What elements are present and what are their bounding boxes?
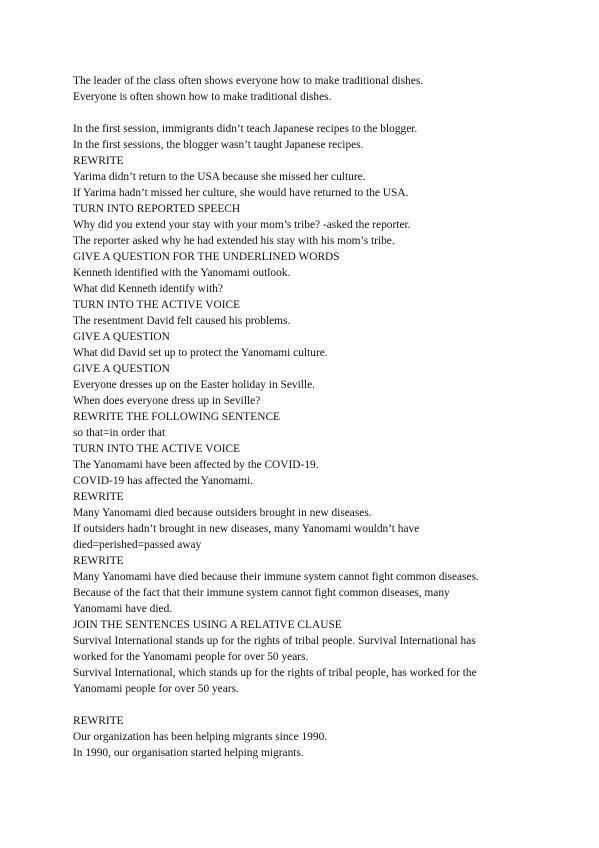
section-heading: GIVE A QUESTION FOR THE UNDERLINED WORDS bbox=[73, 251, 340, 263]
text-line: Yanomami people for over 50 years. bbox=[73, 683, 239, 695]
section-heading: GIVE A QUESTION bbox=[73, 331, 170, 343]
text-line: Everyone dresses up on the Easter holiday in Seville. bbox=[73, 379, 315, 391]
text-line: died=perished=passed away bbox=[73, 539, 202, 551]
text-line: If Yarima hadn’t missed her culture, she would have returned to the USA. bbox=[73, 187, 409, 199]
section-heading: GIVE A QUESTION bbox=[73, 363, 170, 375]
text-line: Survival International stands up for the rights of tribal people. Survival International has bbox=[73, 635, 476, 647]
text-line: What did David set up to protect the Yanomami culture. bbox=[73, 347, 328, 359]
section-heading: REWRITE THE FOLLOWING SENTENCE bbox=[73, 411, 281, 423]
section-heading: REWRITE bbox=[73, 715, 124, 727]
text-line: The leader of the class often shows everyone how to make traditional dishes. bbox=[73, 75, 424, 87]
text-line: In the first session, immigrants didn’t teach Japanese recipes to the blogger. bbox=[73, 123, 418, 135]
text-line: Everyone is often shown how to make traditional dishes. bbox=[73, 91, 332, 103]
text-line: What did Kenneth identify with? bbox=[73, 283, 223, 295]
text-line: Many Yanomami died because outsiders brought in new diseases. bbox=[73, 507, 372, 519]
text-line: When does everyone dress up in Seville? bbox=[73, 395, 261, 407]
text-line: worked for the Yanomami people for over 50 years. bbox=[73, 651, 309, 663]
text-line: Survival International, which stands up for the rights of tribal people, has worked for the bbox=[73, 667, 477, 679]
text-line: In 1990, our organisation started helping migrants. bbox=[73, 747, 304, 759]
text-line: Kenneth identified with the Yanomami outlook. bbox=[73, 267, 291, 279]
text-line: Yarima didn’t return to the USA because she missed her culture. bbox=[73, 171, 366, 183]
section-heading: REWRITE bbox=[73, 155, 124, 167]
text-line: The reporter asked why he had extended his stay with his mom’s tribe. bbox=[73, 235, 395, 247]
text-line: Why did you extend your stay with your mom’s tribe? -asked the reporter. bbox=[73, 219, 411, 231]
text-line: so that=in order that bbox=[73, 427, 166, 439]
text-line: COVID-19 has affected the Yanomami. bbox=[73, 475, 254, 487]
section-heading: REWRITE bbox=[73, 555, 124, 567]
section-heading: REWRITE bbox=[73, 491, 124, 503]
text-line: The Yanomami have been affected by the COVID-19. bbox=[73, 459, 319, 471]
text-line: If outsiders hadn’t brought in new diseases, many Yanomami wouldn’t have bbox=[73, 523, 420, 535]
text-line: Yanomami have died. bbox=[73, 603, 173, 615]
text-line: Our organization has been helping migrants since 1990. bbox=[73, 731, 328, 743]
text-line: In the first sessions, the blogger wasn’t taught Japanese recipes. bbox=[73, 139, 364, 151]
text-line: Many Yanomami have died because their immune system cannot fight common diseases. bbox=[73, 571, 479, 583]
section-heading: JOIN THE SENTENCES USING A RELATIVE CLAUSE bbox=[73, 619, 342, 631]
section-heading: TURN INTO THE ACTIVE VOICE bbox=[73, 443, 241, 455]
text-line: The resentment David felt caused his problems. bbox=[73, 315, 291, 327]
section-heading: TURN INTO REPORTED SPEECH bbox=[73, 203, 241, 215]
section-heading: TURN INTO THE ACTIVE VOICE bbox=[73, 299, 241, 311]
text-line: Because of the fact that their immune system cannot fight common diseases, many bbox=[73, 587, 450, 599]
